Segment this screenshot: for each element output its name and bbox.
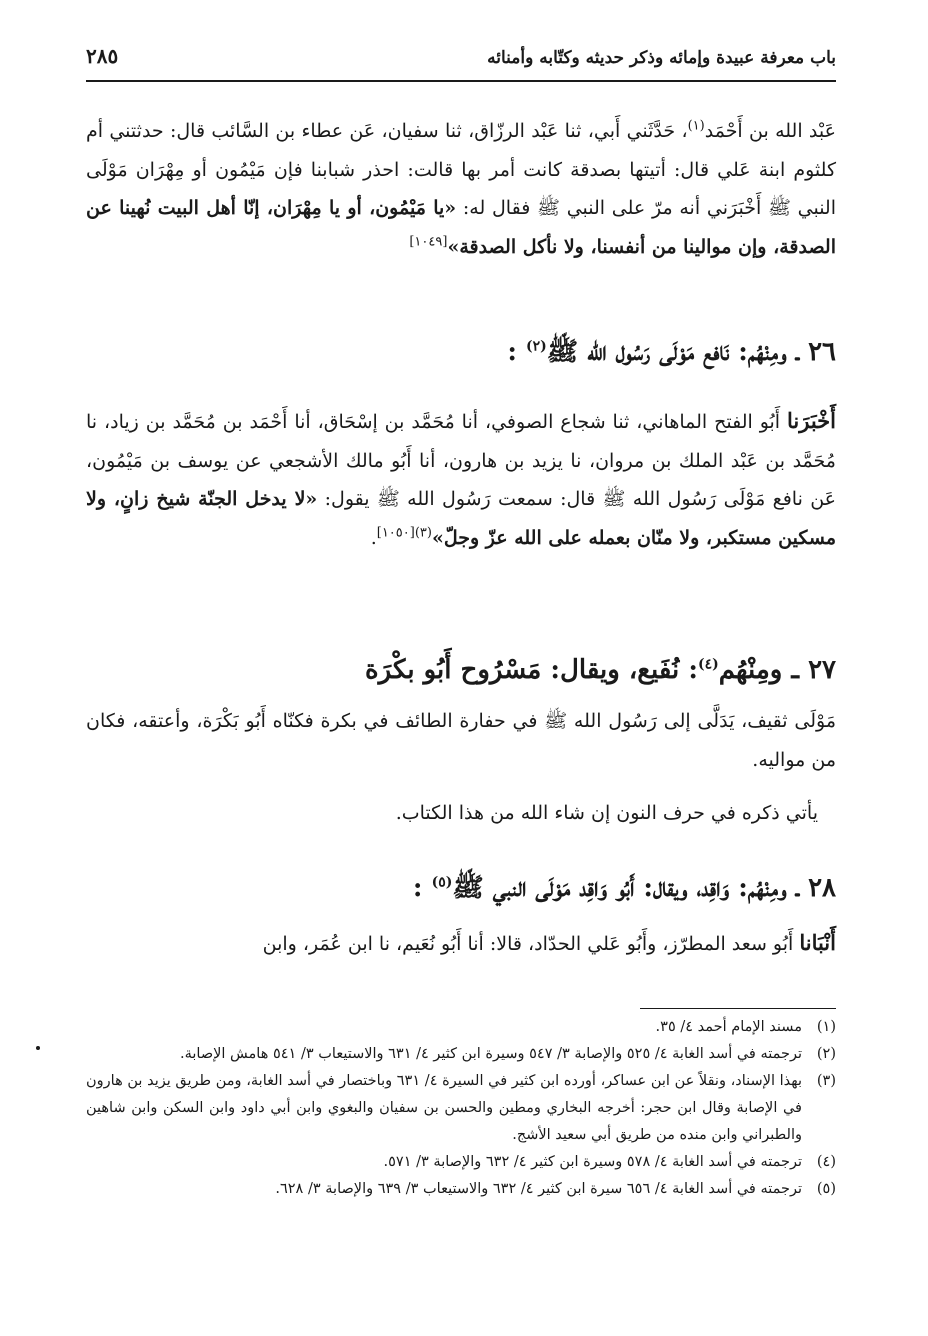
section-28-paragraph xyxy=(86,924,836,964)
section-heading-27 xyxy=(86,650,836,690)
footnote-ref-1[interactable]: (١) xyxy=(687,118,705,134)
footnote-ref-3[interactable]: (٣)[١٠٥٠] xyxy=(376,525,432,541)
footnote-number: (٥) xyxy=(816,1181,836,1197)
section-27-paragraph: مَوْلَى ثقيف، يَدَلَّى إلى رَسُول الله ﷺ في حفارة الطائف في بكرة فكنّاه أَبُو بَكْرَة، وأعتقه، فكان من مواليه. xyxy=(86,710,836,771)
header-rule xyxy=(86,80,836,82)
section-28-text: أَبُو سعد المطرّز، وأَبُو عَلي الحدّاد، قالا: أنا أَبُو نُعَيم، نا ابن عُمَر، وابن xyxy=(262,933,800,955)
intro-paragraph xyxy=(86,112,836,266)
intro-text-2: ، حَدَّثَني أَبي، ثنا عَبْد الرزّاق، ثنا سفيان، عَن عطاء بن السَّائب قال: حدثتني أم كلثوم ابنة عَلي قال: أتيتها بصدقة كانت أمر بها قالت: احذر شبابنا فإن مَيْمُون أو مِهْرَان مَوْلَى النبي ﷺ أَخْبَرَني أنه مرّ على النبي ﷺ فقال له: xyxy=(86,120,837,219)
footnote-text: بهذا الإسناد، ونقلاً عن ابن عساكر، أورده ابن كثير في السيرة ٤/ ٦٣١ وباختصار في أسد الغابة، ومن طريق يزيد بن هارون في الإصابة وقال ابن حجر: أخرجه البخاري ومطين والحسن بن سفيان والبغوي وابن أبي داود وابن السكن وابن شاهين والطبراني وابن منده من طريق أبي سعيد الأشج. xyxy=(86,1073,803,1143)
section-26-text: أَبُو الفتح الماهاني، ثنا شجاع الصوفي، أنا مُحَمَّد بن إسْحَاق، أنا أَحْمَد بن مُحَمَّد بن زياد، نا مُحَمَّد بن عَبْد الملك بن مروان، نا يزيد بن هارون، أنا أَبُو مالك الأشجعي عن يوسف بن مَيْمُون، عَن نافع مَوْلَى رَسُول الله ﷺ قال: سمعت رَسُول الله ﷺ يقول: xyxy=(86,411,836,510)
page-number: ٢٨٥ xyxy=(86,44,119,68)
intro-text: عَبْد الله بن أَحْمَد xyxy=(704,120,836,142)
footnote-rule xyxy=(640,1008,836,1009)
hadith-text: «يا مَيْمُون، أو يا مِهْرَان، إنّا أهل البيت نُهينا عن الصدقة، وإن موالينا من أنفسنا، ولا نأكل الصدقة» xyxy=(86,197,836,258)
section-27-note: يأتي ذكره في حرف النون إن شاء الله من هذا الكتاب. xyxy=(395,802,818,824)
footnote-item xyxy=(86,1176,836,1203)
hadith-number: [١٠٤٩] xyxy=(409,234,448,250)
footnote-item xyxy=(86,1068,836,1149)
sentence-end: . xyxy=(370,526,377,549)
footnote-ref-4[interactable]: (٤) xyxy=(697,656,719,673)
footnote-number: (٣) xyxy=(816,1073,836,1089)
heading-28-end: : xyxy=(412,873,432,903)
section-heading-26 xyxy=(86,332,836,372)
footnote-item xyxy=(86,1014,836,1041)
running-title: باب معرفة عبيدة وإمائه وذكر حديثه وكتّابه وأمنائه xyxy=(487,48,836,68)
footnote-text: ترجمته في أسد الغابة ٤/ ٥٢٥ والإصابة ٣/ ٥٤٧ وسيرة ابن كثير ٤/ ٦٣١ والاستيعاب ٣/ ٥٤١ هامش الإصابة. xyxy=(180,1046,802,1062)
section-heading-28 xyxy=(86,868,836,908)
isnad-lead: أَخْبَرَنا xyxy=(787,408,836,433)
footnotes xyxy=(86,1014,836,1203)
heading-27-text: ٢٧ ـ ومِنْهُم xyxy=(718,655,836,685)
running-header xyxy=(86,44,836,68)
heading-28-text: ٢٨ ـ ومِنْهُم: وَاقِد، ويقال: أَبُو وَاقِد مَوْلَى النبي ﷺ xyxy=(452,873,836,903)
isnad-lead: أَنْبَانا xyxy=(799,930,836,955)
heading-27-rest: : نُفَيع، ويقال: مَسْرُوح أَبُو بكْرَة xyxy=(365,655,698,685)
heading-26-end: : xyxy=(507,337,526,367)
heading-26-text: ٢٦ ـ ومِنْهُم: نَافع مَوْلَى رَسُول الله ﷺ xyxy=(546,337,836,367)
footnote-text: ترجمته في أسد الغابة ٤/ ٦٥٦ سيرة ابن كثير ٤/ ٦٣٢ والاستيعاب ٣/ ٦٣٩ والإصابة ٣/ ٦٢٨. xyxy=(275,1181,802,1197)
hadith-text: «لا يدخل الجنّة شيخ زانٍ، ولا مسكين مستكبر، ولا منّان بعمله على الله عزّ وجلّ» xyxy=(86,488,836,549)
scan-speck xyxy=(36,1046,40,1050)
footnote-ref-2[interactable]: (٢) xyxy=(525,338,547,355)
section-26-paragraph xyxy=(86,402,836,557)
footnote-item xyxy=(86,1149,836,1176)
footnote-text: ترجمته في أسد الغابة ٤/ ٥٧٨ وسيرة ابن كثير ٤/ ٦٣٢ والإصابة ٣/ ٥٧١. xyxy=(383,1154,802,1170)
footnote-text: مسند الإمام أحمد ٤/ ٣٥. xyxy=(655,1019,802,1035)
footnote-ref-5[interactable]: (٥) xyxy=(431,874,453,891)
footnote-number: (١) xyxy=(816,1019,836,1035)
footnote-item xyxy=(86,1041,836,1068)
footnote-number: (٤) xyxy=(816,1154,836,1170)
footnote-number: (٢) xyxy=(816,1046,836,1062)
